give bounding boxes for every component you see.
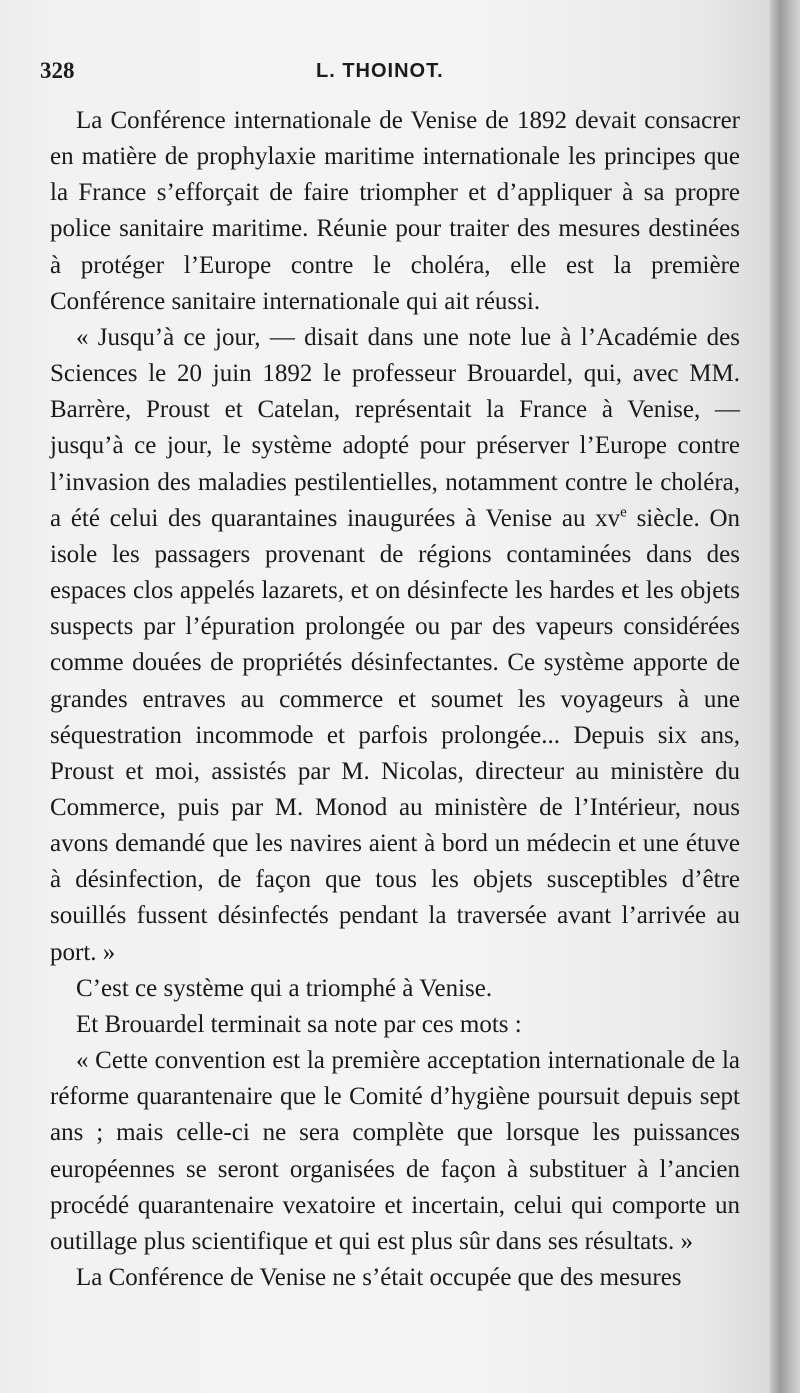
paragraph: Et Brouardel terminait sa note par ces mots : — [76, 1010, 522, 1038]
paragraph: La Conférence de Venise ne s’était occupée que des mesures — [76, 1264, 682, 1291]
body-text — [50, 103, 740, 1296]
century-superscript: e — [620, 504, 627, 521]
paragraph: « Cette convention est la première acceptation internationale de la réforme quarantenaire que le Comité d’hygiène poursuit depuis sept ans ; mais celle-ci ne sera complète que lorsque les puissances européennes se seront organisées de façon à substituer à l’ancien procédé quarantenaire vexatoire et incertain, celui qui comporte un outillage plus scientifique et qui est plus sûr dans ses résultats. » — [50, 1047, 740, 1255]
paragraph: La Conférence internationale de Venise de 1892 devait consacrer en matière de prophylaxie maritime internationale les principes que la France s’efforçait de faire triompher et d’appliquer à sa propre police sanitaire maritime. Réunie pour traiter des mesures destinées à protéger l’Europe contre le choléra, elle est la première Conférence sanitaire internationale qui ait réussi. — [50, 107, 740, 315]
paragraph-text: siècle. On isole les passagers provenant de régions contaminées dans des espaces clos appelés lazarets, et on désinfecte les hardes et les objets suspects par l’épuration prolongée ou par des vapeurs considérées comme douées de propriétés désinfectantes. Ce système apporte de grandes entraves au commerce et soumet les voyageurs à une séquestration incommode et parfois prolongée... Depuis six ans, Proust et moi, assistés par M. Nicolas, directeur au ministère du Commerce, puis par M. Monod au ministère de l’Intérieur, nous avons demandé que les navires aient à bord un médecin et une étuve à désinfection, de façon que tous les objets susceptibles d’être souillés fussent désinfectés pendant la traversée avant l’arrivée au port. » — [50, 504, 741, 966]
paragraph: C’est ce système qui a triomphé à Venise. — [76, 974, 493, 1002]
paragraph-quote-brouardel — [50, 320, 740, 971]
page-number: 328 — [40, 58, 75, 83]
page-header — [40, 52, 730, 86]
running-head: L. THOINOT. — [316, 60, 444, 82]
paragraph-text: « Jusqu’à ce jour, — disait dans une note lue à l’Académie des Sciences le 20 juin 1892 le professeur Brouardel, qui, avec MM. Barrère, Proust et Catelan, représentait la France à Venise, — jusqu’à ce jour, le système adopté pour préserver l’Europe contre l’invasion des maladies pestilentielles, notamment contre le choléra, a été celui des quarantaines inaugurées à Venise au xv — [50, 323, 740, 532]
page-binding-edge — [770, 0, 800, 1393]
